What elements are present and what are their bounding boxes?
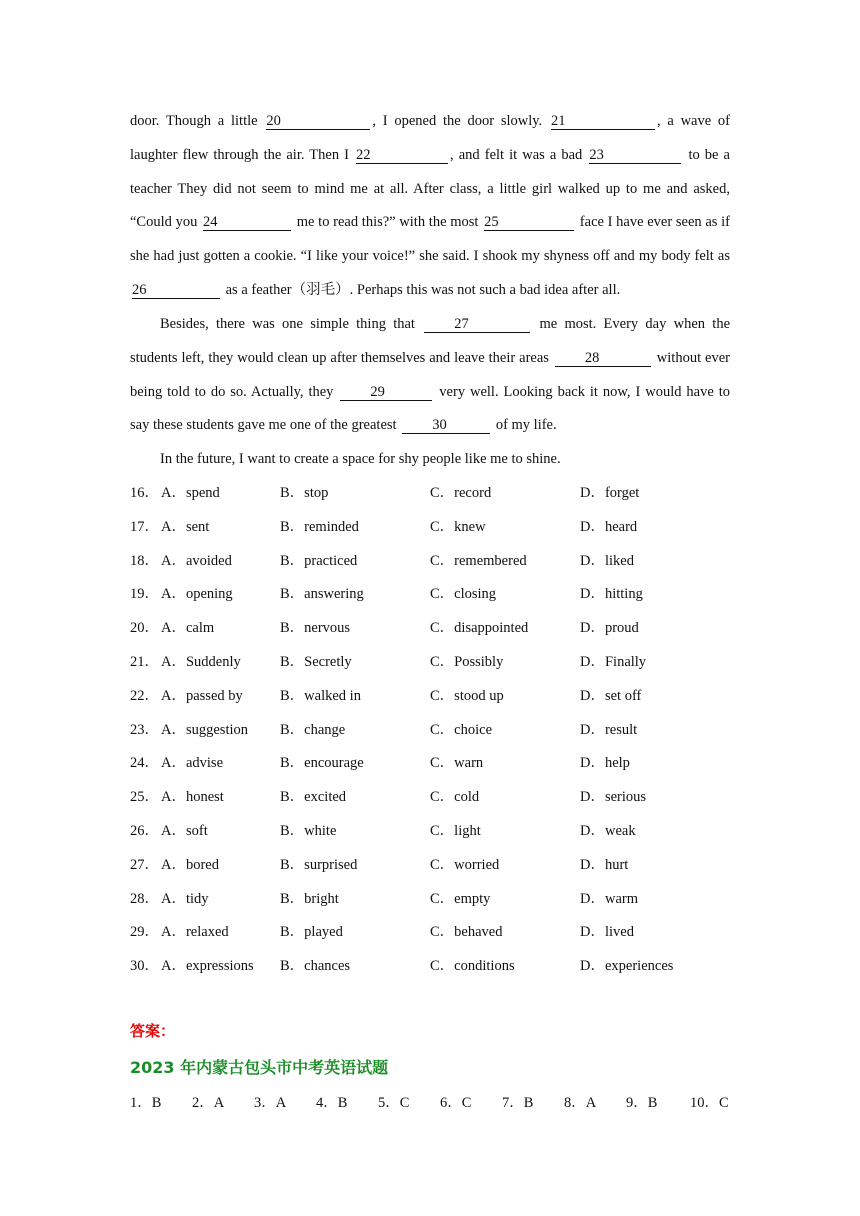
question-number: 21． [130,653,159,670]
question-number: 23． [130,721,159,738]
option-d: D．experiences [580,958,674,975]
question-row [130,883,770,917]
question-number: 20． [130,620,159,637]
passage-text: as a feather（羽毛）. Perhaps this was not such a bad idea after all. [222,281,621,298]
option-b: B．bright [280,890,339,907]
option-a: A．advise [161,755,224,772]
option-b: B．encourage [280,755,364,772]
passage-text: face I have ever seen as if she had just gotten a cookie. “I like your voice!” she said. I shook my shyness off and my body felt as [130,214,730,265]
passage-text: , I opened the door slowly. [372,113,549,129]
question-number: 28． [130,890,159,907]
answer-item: 2．A [192,1095,225,1111]
option-c: C．remembered [430,552,527,569]
option-b: B．walked in [280,687,361,704]
question-number: 25． [130,789,159,806]
question-number: 29． [130,924,159,941]
question-number: 27． [130,856,159,873]
blank-25: 25 [484,214,574,231]
option-d: D．set off [580,687,642,704]
passage-text: door. Though a little [130,113,265,129]
option-c: C．worried [430,856,500,873]
option-d: D．result [580,721,638,738]
option-c: C．knew [430,518,486,535]
option-a: A．Suddenly [161,653,241,670]
blank-26: 26 [132,282,220,299]
option-a: A．relaxed [161,924,229,941]
question-row [130,477,770,511]
option-b: B．played [280,924,343,941]
question-row [130,815,770,849]
option-b: B．practiced [280,552,358,569]
blank-20: 20 [266,113,370,130]
option-d: D．warm [580,890,638,907]
option-c: C．light [430,822,481,839]
question-row [130,511,770,545]
answer-title: 2023 年内蒙古包头市中考英语试题 [130,1058,389,1077]
option-a: A．honest [161,789,224,806]
question-number: 17． [130,518,159,535]
option-c: C．Possibly [430,653,504,670]
option-c: C．disappointed [430,620,529,637]
option-d: D．proud [580,620,639,637]
answer-item: 3．A [254,1095,287,1111]
passage-text: me to read this?” with the most [293,214,483,231]
options-list [130,477,770,984]
answer-key-row [130,1088,750,1118]
option-d: D．heard [580,518,638,535]
passage-text: without ever being told to do so. Actually, they [130,349,730,400]
option-a: A．suggestion [161,721,248,738]
passage-paragraph-1 [130,105,730,308]
question-row [130,646,770,680]
passage-text: of my life. [492,417,557,434]
option-c: C．behaved [430,924,503,941]
option-b: B．answering [280,586,364,603]
passage-text: Besides, there was one simple thing that [160,316,423,332]
option-a: A．bored [161,856,219,873]
option-c: C．warn [430,755,484,772]
blank-27: 27 [424,316,530,333]
option-a: A．calm [161,620,215,637]
option-a: A．expressions [161,958,254,975]
option-d: D．help [580,755,630,772]
blank-29: 29 [340,384,432,401]
option-a: A．avoided [161,552,232,569]
question-number: 18． [130,552,159,569]
passage-text: to be a teacher They did not seem to mind me at all. After class, a little girl walked up to me and asked, “Could you [130,146,730,231]
answer-item: 5．C [378,1095,410,1111]
blank-21: 21 [551,113,655,130]
option-b: B．chances [280,958,351,975]
option-d: D．Finally [580,653,647,670]
option-c: C．conditions [430,958,515,975]
passage-text: , and felt it was a bad [450,146,588,163]
option-d: D．liked [580,552,634,569]
blank-24: 24 [203,214,291,231]
option-b: B．excited [280,789,347,806]
option-c: C．closing [430,586,497,603]
option-b: B．Secretly [280,653,352,670]
option-d: D．hitting [580,586,643,603]
question-row [130,747,770,781]
option-a: A．sent [161,518,210,535]
option-a: A．passed by [161,687,243,704]
question-number: 30． [130,958,159,975]
question-row [130,578,770,612]
passage-paragraph-2 [130,308,730,443]
answer-item: 8．A [564,1095,597,1111]
passage-text: , a wave of laughter flew through the air. Then I [130,113,731,163]
question-number: 19． [130,586,159,603]
option-b: B．change [280,721,346,738]
answer-item: 7．B [502,1095,534,1111]
question-row [130,950,770,984]
option-d: D．lived [580,924,634,941]
passage-paragraph-3: In the future, I want to create a space for shy people like me to shine. [160,451,561,467]
option-b: B．white [280,822,337,839]
option-c: C．choice [430,721,493,738]
blank-23: 23 [589,147,681,164]
question-row [130,612,770,646]
option-b: B．stop [280,485,329,501]
option-c: C．cold [430,789,480,806]
option-a: A．spend [161,485,220,501]
question-row [130,781,770,815]
answer-item: 4．B [316,1095,348,1111]
blank-30: 30 [402,417,490,434]
passage-text: me most. Every day when the students left, they would clean up after themselves and leave their areas [130,316,731,366]
question-number: 26． [130,822,159,839]
question-row [130,916,770,950]
option-a: A．opening [161,586,233,603]
blank-28: 28 [555,350,651,367]
question-number: 16． [130,485,159,501]
passage-text: very well. Looking back it now, I would have to say these students gave me one of the greatest [130,383,730,434]
option-c: C．stood up [430,687,504,704]
question-row [130,545,770,579]
blank-22: 22 [356,147,448,164]
option-d: D．serious [580,789,647,806]
answer-item: 9．B [626,1095,658,1111]
option-a: A．tidy [161,890,209,907]
option-d: D．weak [580,822,636,839]
option-b: B．nervous [280,620,351,637]
option-c: C．record [430,485,492,501]
question-number: 24． [130,755,159,772]
answer-item: 1．B [130,1095,162,1111]
option-d: D．forget [580,485,640,501]
question-number: 22． [130,687,159,704]
option-b: B．reminded [280,518,359,535]
answer-item: 6．C [440,1095,472,1111]
question-row [130,680,770,714]
option-d: D．hurt [580,856,629,873]
option-a: A．soft [161,822,208,839]
answer-item: 10．C [690,1095,729,1111]
question-row [130,849,770,883]
option-b: B．surprised [280,856,358,873]
option-c: C．empty [430,890,491,907]
answer-label: 答案： [130,1022,176,1040]
question-row [130,714,770,748]
